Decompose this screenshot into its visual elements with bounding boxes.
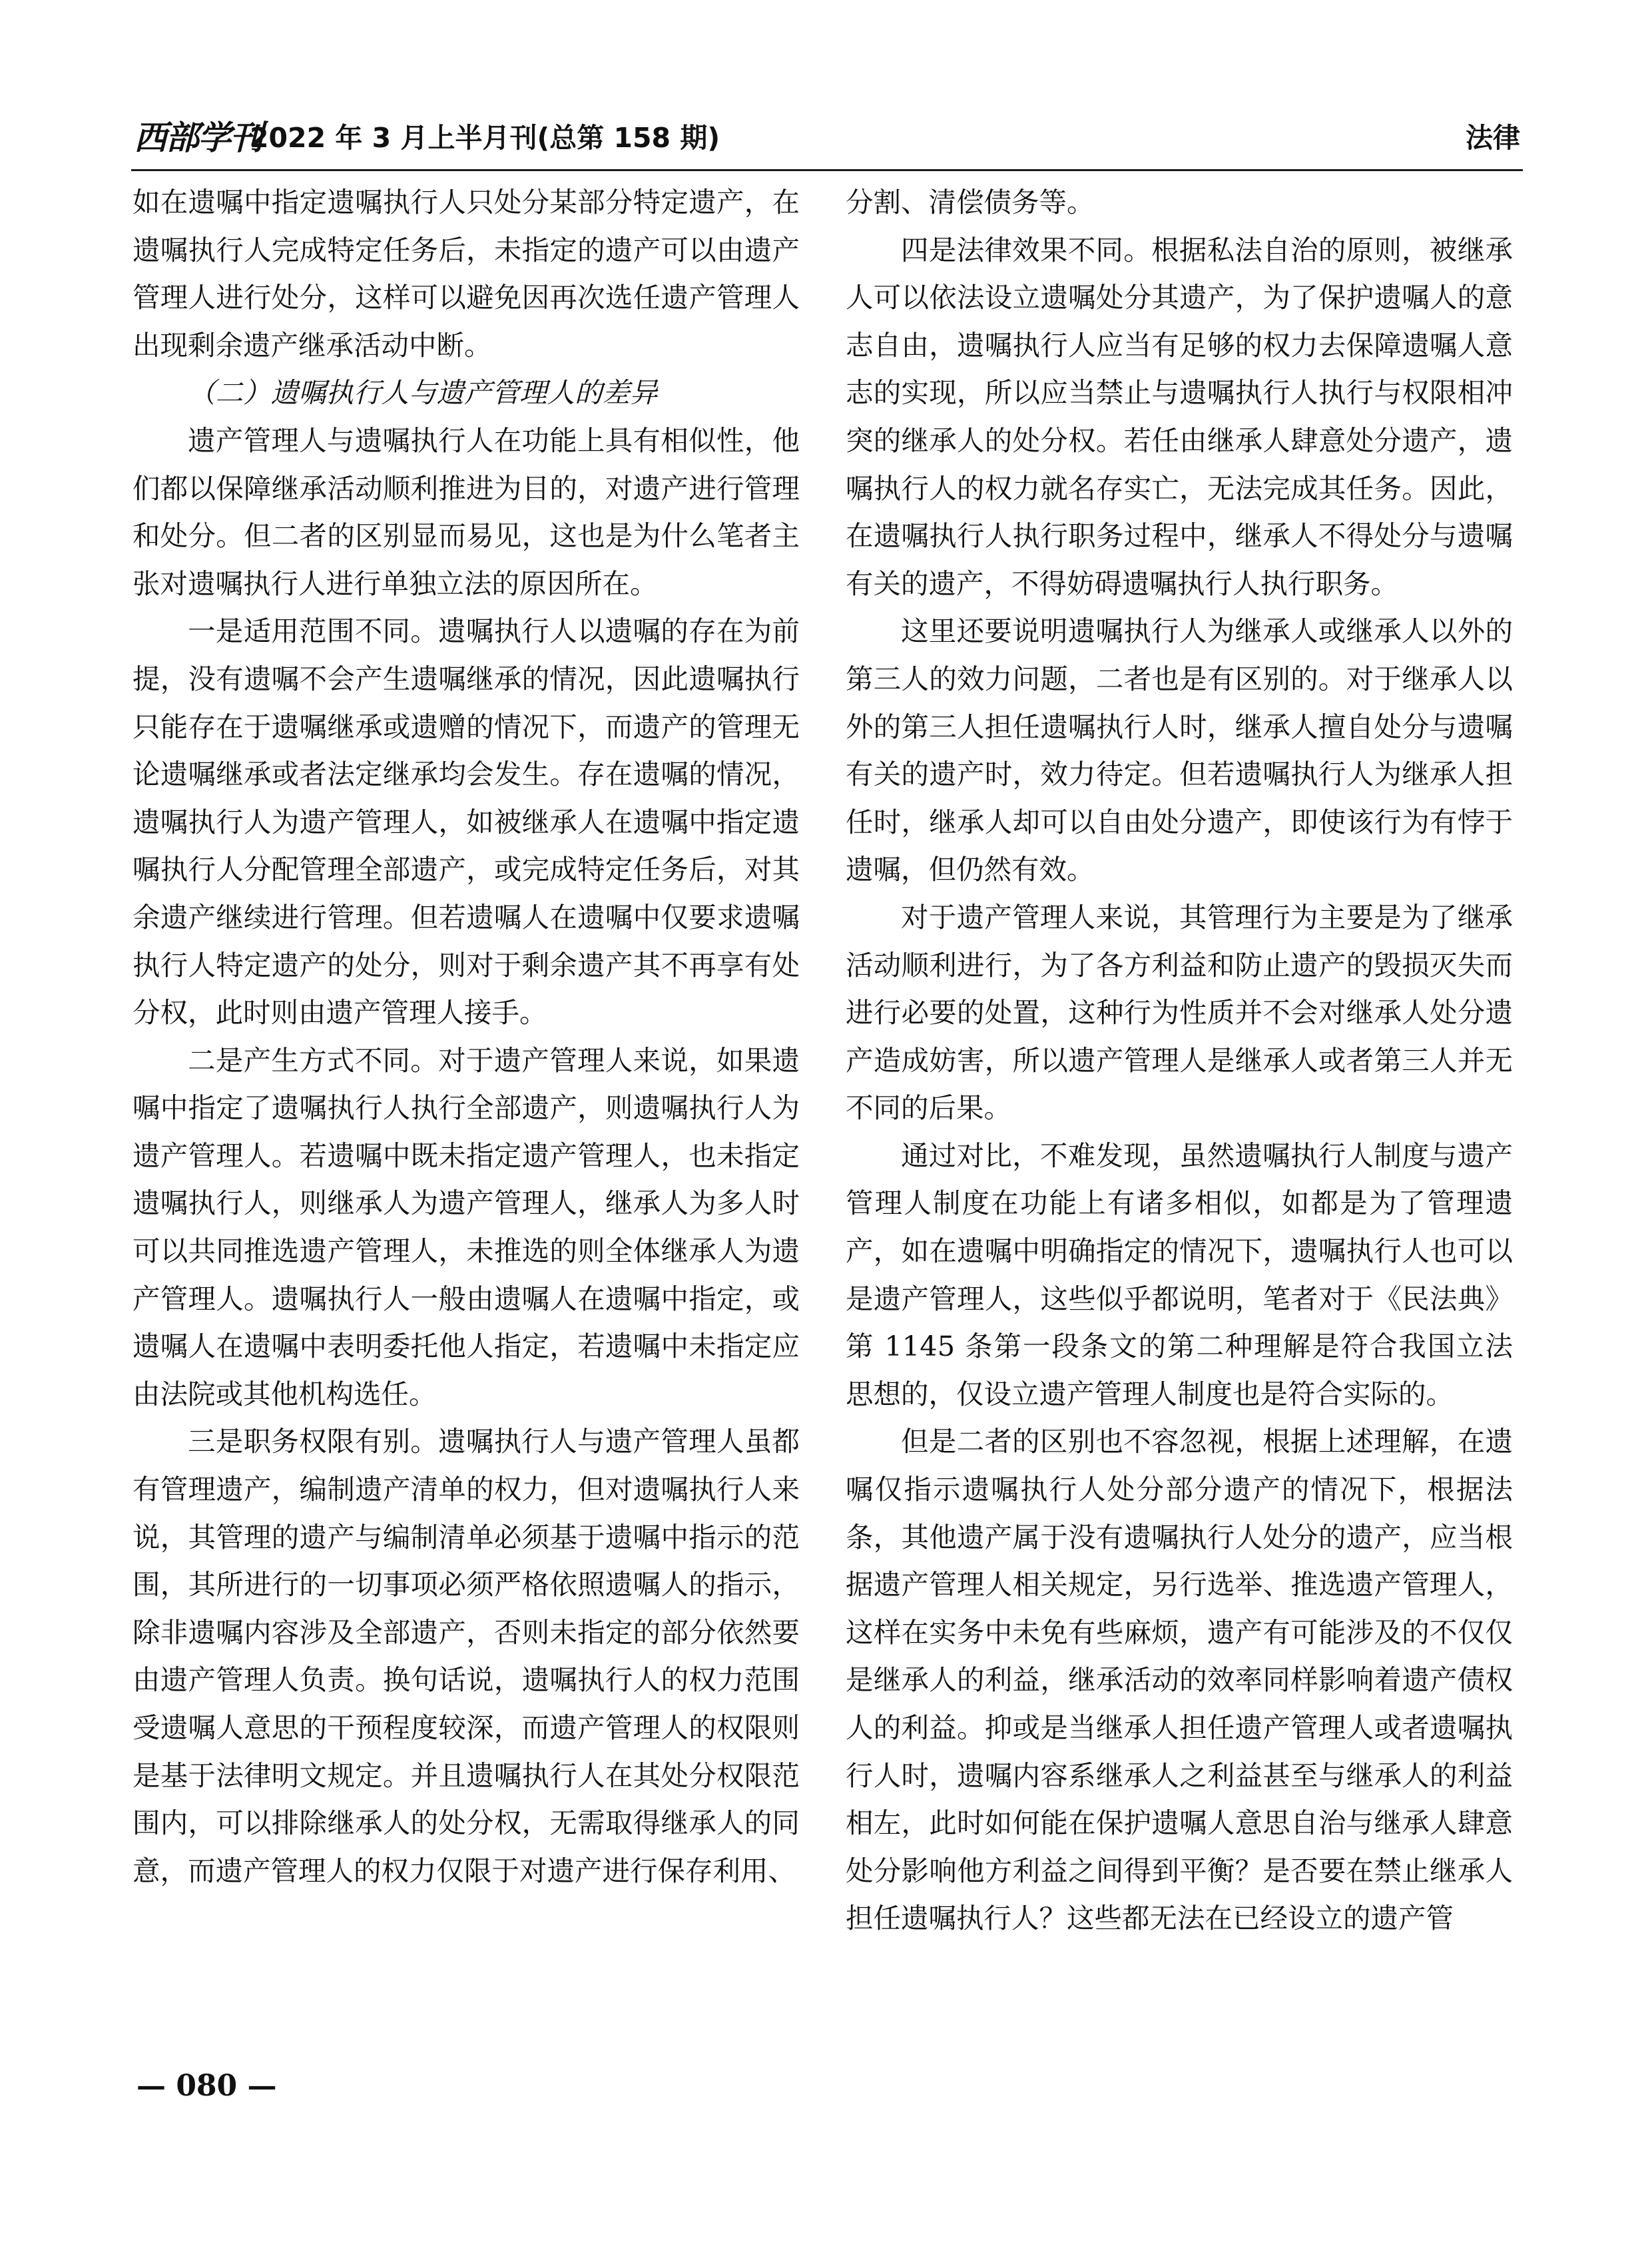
- paragraph: 分割、清偿债务等。: [846, 186, 1095, 218]
- section-subheading: （二）遗嘱执行人与遗产管理人的差异: [188, 376, 658, 410]
- page-number: — 080 —: [137, 2069, 277, 2103]
- section-label: 法律: [1466, 122, 1520, 154]
- left-column: [133, 178, 800, 2056]
- paragraph: 一是适用范围不同。遗嘱执行人以遗嘱的存在为前提，没有遗嘱不会产生遗嘱继承的情况，因此遗嘱执行只能存在于遗嘱继承或遗赠的情况下，而遗产的管理无论遗嘱继承或者法定继承均会发生。存在遗嘱的情况，遗嘱执行人为遗产管理人，如被继承人在遗嘱中指定遗嘱执行人分配管理全部遗产，或完成特定任务后，对其余遗产继续进行管理。但若遗嘱人在遗嘱中仅要求遗嘱执行人特定遗产的处分，则对于剩余遗产其不再享有处分权，此时则由遗产管理人接手。: [133, 615, 800, 1029]
- paragraph: 四是法律效果不同。根据私法自治的原则，被继承人可以依法设立遗嘱处分其遗产，为了保护遗嘱人的意志自由，遗嘱执行人应当有足够的权力去保障遗嘱人意志的实现，所以应当禁止与遗嘱执行人执行与权限相冲突的继承人的处分权。若任由继承人肆意处分遗产，遗嘱执行人的权力就名存实亡，无法完成其任务。因此，在遗嘱执行人执行职务过程中，继承人不得处分与遗嘱有关的遗产，不得妨碍遗嘱执行人执行职务。: [846, 233, 1513, 600]
- paragraph: 通过对比，不难发现，虽然遗嘱执行人制度与遗产管理人制度在功能上有诸多相似，如都是为了管理遗产，如在遗嘱中明确指定的情况下，遗嘱执行人也可以是遗产管理人，这些似乎都说明，笔者对于《民法典》第 1145 条第一段条文的第二种理解是符合我国立法思想的，仅设立遗产管理人制度也是符合实际的。: [846, 1139, 1513, 1410]
- journal-logo: 西部学刊: [134, 118, 262, 157]
- paragraph: 对于遗产管理人来说，其管理行为主要是为了继承活动顺利进行，为了各方利益和防止遗产的毁损灭失而进行必要的处置，这种行为性质并不会对继承人处分遗产造成妨害，所以遗产管理人是继承人或者第三人并无不同的后果。: [846, 900, 1513, 1125]
- right-column: [846, 178, 1513, 2056]
- paragraph: 三是职务权限有别。遗嘱执行人与遗产管理人虽都有管理遗产，编制遗产清单的权力，但对遗嘱执行人来说，其管理的遗产与编制清单必须基于遗嘱中指示的范围，其所进行的一切事项必须严格依照遗嘱人的指示，除非遗嘱内容涉及全部遗产，否则未指定的部分依然要由遗产管理人负责。换句话说，遗嘱执行人的权力范围受遗嘱人意思的干预程度较深，而遗产管理人的权限则是基于法律明文规定。并且遗嘱执行人在其处分权限范围内，可以排除继承人的处分权，无需取得继承人的同意，而遗产管理人的权力仅限于对遗产进行保存利用、: [133, 1425, 800, 1887]
- paragraph: 二是产生方式不同。对于遗产管理人来说，如果遗嘱中指定了遗嘱执行人执行全部遗产，则遗嘱执行人为遗产管理人。若遗嘱中既未指定遗产管理人，也未指定遗嘱执行人，则继承人为遗产管理人，继承人为多人时可以共同推选遗产管理人，未推选的则全体继承人为遗产管理人。遗嘱执行人一般由遗嘱人在遗嘱中指定，或遗嘱人在遗嘱中表明委托他人指定，若遗嘱中未指定应由法院或其他机构选任。: [133, 1043, 800, 1410]
- paragraph: 遗产管理人与遗嘱执行人在功能上具有相似性，他们都以保障继承活动顺利推进为目的，对遗产进行管理和处分。但二者的区别显而易见，这也是为什么笔者主张对遗嘱执行人进行单独立法的原因所在。: [133, 423, 800, 600]
- paragraph: 但是二者的区别也不容忽视，根据上述理解，在遗嘱仅指示遗嘱执行人处分部分遗产的情况下，根据法条，其他遗产属于没有遗嘱执行人处分的遗产，应当根据遗产管理人相关规定，另行选举、推选遗产管理人，这样在实务中未免有些麻烦，遗产有可能涉及的不仅仅是继承人的利益，继承活动的效率同样影响着遗产债权人的利益。抑或是当继承人担任遗产管理人或者遗嘱执行人时，遗嘱内容系继承人之利益甚至与继承人的利益相左，此时如何能在保护遗嘱人意思自治与继承人肆意处分影响他方利益之间得到平衡？是否要在禁止继承人担任遗嘱执行人？这些都无法在已经设立的遗产管: [846, 1425, 1513, 1935]
- journal-issue: 2022 年 3 月上半月刊(总第 158 期): [250, 122, 720, 154]
- paragraph: 这里还要说明遗嘱执行人为继承人或继承人以外的第三人的效力问题，二者也是有区别的。对于继承人以外的第三人担任遗嘱执行人时，继承人擅自处分与遗嘱有关的遗产时，效力待定。但若遗嘱执行人为继承人担任时，继承人却可以自由处分遗产，即使该行为有悖于遗嘱，但仍然有效。: [846, 615, 1513, 886]
- paragraph: 如在遗嘱中指定遗嘱执行人只处分某部分特定遗产，在遗嘱执行人完成特定任务后，未指定的遗产可以由遗产管理人进行处分，这样可以避免因再次选任遗产管理人出现剩余遗产继承活动中断。: [133, 186, 800, 362]
- page-header: [131, 115, 1523, 171]
